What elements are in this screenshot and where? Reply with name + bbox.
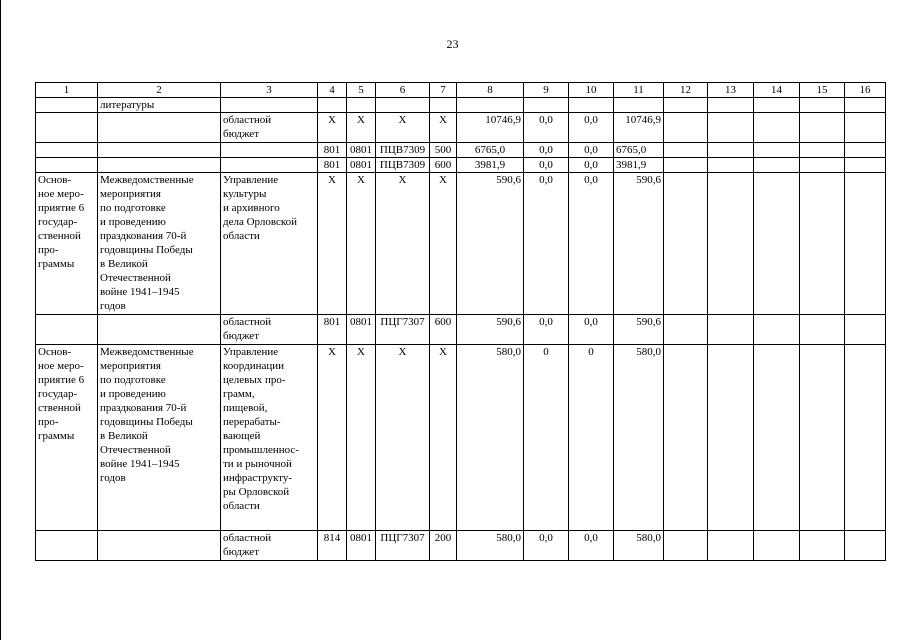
table-cell	[708, 173, 754, 315]
header-cell: 6	[376, 83, 430, 98]
table-row	[36, 113, 886, 143]
table-cell	[754, 531, 800, 561]
table-cell: 0,0	[569, 531, 614, 561]
table-cell: 600	[430, 158, 457, 173]
table-cell	[754, 158, 800, 173]
table-cell: 0,0	[524, 158, 569, 173]
table-cell	[845, 98, 886, 113]
header-cell: 3	[221, 83, 318, 98]
table-cell	[36, 98, 98, 113]
table-cell: 10746,9	[614, 113, 664, 143]
table-row	[36, 531, 886, 561]
left-margin-rule	[0, 0, 1, 640]
table-cell	[98, 531, 221, 561]
table-cell	[98, 315, 221, 345]
table-cell	[347, 98, 376, 113]
table-row	[36, 173, 886, 315]
table-cell: 500	[430, 143, 457, 158]
table-cell	[36, 315, 98, 345]
table-cell: 801	[318, 158, 347, 173]
table-cell	[664, 143, 708, 158]
table-cell	[708, 158, 754, 173]
table-cell	[664, 173, 708, 315]
table-cell: Межведомственные мероприятия по подготовке и проведению праздкования 70-й годовщины Победы в Великой Отечественной войне 1941–1945 годов	[98, 173, 221, 315]
table-cell: 580,0	[457, 345, 524, 531]
table-cell	[664, 158, 708, 173]
table-cell: 0801	[347, 531, 376, 561]
table-cell	[664, 113, 708, 143]
table-cell: Х	[347, 113, 376, 143]
table-cell: Х	[347, 345, 376, 531]
table-cell: 600	[430, 315, 457, 345]
table-cell	[800, 315, 845, 345]
table-cell	[318, 98, 347, 113]
table-row	[36, 98, 886, 113]
table-cell: 0,0	[524, 113, 569, 143]
header-cell: 13	[708, 83, 754, 98]
table-cell	[845, 158, 886, 173]
table-row	[36, 315, 886, 345]
table-cell: 0,0	[524, 315, 569, 345]
header-cell: 15	[800, 83, 845, 98]
table-cell: Х	[430, 173, 457, 315]
table-row	[36, 143, 886, 158]
table-cell	[800, 345, 845, 531]
table-cell: 0,0	[569, 315, 614, 345]
table-cell: Х	[318, 113, 347, 143]
table-cell	[754, 345, 800, 531]
table-cell	[524, 98, 569, 113]
table-cell: литературы	[98, 98, 221, 113]
table-cell: 801	[318, 143, 347, 158]
table-cell: областной бюджет	[221, 315, 318, 345]
table-cell	[430, 98, 457, 113]
table-cell: 6765,0	[614, 143, 664, 158]
table-cell	[36, 143, 98, 158]
table-cell: Х	[318, 345, 347, 531]
table-cell: 0,0	[569, 143, 614, 158]
table-cell: 801	[318, 315, 347, 345]
table-cell	[457, 98, 524, 113]
table-cell: Управление координации целевых про- грамм, пищевой, перерабаты- вающей промышленнос- ти и рыночной инфраструкту- ры Орловской области	[221, 345, 318, 531]
table-cell	[845, 143, 886, 158]
table-cell: 590,6	[614, 315, 664, 345]
table-cell: 590,6	[457, 315, 524, 345]
table-cell	[845, 173, 886, 315]
header-cell: 8	[457, 83, 524, 98]
table-row	[36, 158, 886, 173]
table-cell	[664, 531, 708, 561]
table-cell	[708, 531, 754, 561]
header-cell: 2	[98, 83, 221, 98]
table-cell: 0,0	[569, 173, 614, 315]
table-cell	[36, 113, 98, 143]
table-cell	[221, 143, 318, 158]
table-cell	[708, 113, 754, 143]
table-cell: 0801	[347, 143, 376, 158]
table-cell	[708, 98, 754, 113]
table-cell	[800, 98, 845, 113]
table-cell: 0	[569, 345, 614, 531]
table-cell: 0801	[347, 158, 376, 173]
table-cell: Х	[430, 113, 457, 143]
header-cell: 11	[614, 83, 664, 98]
table-cell: Управление культуры и архивного дела Орловской области	[221, 173, 318, 315]
table-cell	[664, 345, 708, 531]
table-cell: 814	[318, 531, 347, 561]
table-cell	[754, 173, 800, 315]
table-row	[36, 345, 886, 531]
header-cell: 16	[845, 83, 886, 98]
table-cell	[664, 98, 708, 113]
table-cell: ПЦГ7307	[376, 531, 430, 561]
table-cell: 200	[430, 531, 457, 561]
table-cell: 0,0	[569, 113, 614, 143]
header-cell: 7	[430, 83, 457, 98]
table-cell	[36, 531, 98, 561]
table-cell	[36, 158, 98, 173]
table-cell	[664, 315, 708, 345]
table-cell	[569, 98, 614, 113]
table-cell: 580,0	[614, 531, 664, 561]
header-cell: 10	[569, 83, 614, 98]
budget-table	[35, 82, 886, 561]
table-cell: Х	[376, 173, 430, 315]
table-cell: 0	[524, 345, 569, 531]
table-cell: ПЦВ7309	[376, 158, 430, 173]
table-cell	[845, 345, 886, 531]
table-cell: 0801	[347, 315, 376, 345]
table-cell	[800, 173, 845, 315]
table-cell: 590,6	[614, 173, 664, 315]
table-cell: Основ- ное меро- приятие 6 государ- ственной про- граммы	[36, 173, 98, 315]
table-cell	[708, 315, 754, 345]
table-cell: 580,0	[614, 345, 664, 531]
table-cell	[754, 315, 800, 345]
table-cell	[98, 113, 221, 143]
table-cell	[754, 113, 800, 143]
table-cell: Х	[347, 173, 376, 315]
table-cell: Х	[376, 113, 430, 143]
table-cell	[800, 531, 845, 561]
table-cell	[708, 143, 754, 158]
table-cell	[845, 531, 886, 561]
header-cell: 14	[754, 83, 800, 98]
table-cell	[800, 143, 845, 158]
table-cell: Х	[430, 345, 457, 531]
header-cell: 12	[664, 83, 708, 98]
table-cell	[845, 315, 886, 345]
table-cell: Х	[318, 173, 347, 315]
table-cell: Х	[376, 345, 430, 531]
table-cell: 580,0	[457, 531, 524, 561]
table-cell	[98, 158, 221, 173]
table-cell	[614, 98, 664, 113]
table-cell: ПЦВ7309	[376, 143, 430, 158]
table-cell	[376, 98, 430, 113]
header-cell: 5	[347, 83, 376, 98]
table-cell: Межведомственные мероприятия по подготовке и проведению праздкования 70-й годовщины Победы в Великой Отечественной войне 1941–1945 годов	[98, 345, 221, 531]
table-cell	[221, 98, 318, 113]
table-cell	[800, 158, 845, 173]
table-cell: 590,6	[457, 173, 524, 315]
table-cell: 6765,0	[457, 143, 524, 158]
header-cell: 1	[36, 83, 98, 98]
header-cell: 4	[318, 83, 347, 98]
table-cell: 0,0	[569, 158, 614, 173]
table-cell: 0,0	[524, 531, 569, 561]
table-cell: Основ- ное меро- приятие 6 государ- ственной про- граммы	[36, 345, 98, 531]
table-cell: 10746,9	[457, 113, 524, 143]
table-header-row	[36, 83, 886, 98]
table-cell	[221, 158, 318, 173]
header-cell: 9	[524, 83, 569, 98]
table-cell: 3981,9	[614, 158, 664, 173]
table-cell	[845, 113, 886, 143]
table-cell	[708, 345, 754, 531]
table-cell	[754, 143, 800, 158]
table-cell: ПЦГ7307	[376, 315, 430, 345]
table-cell: 0,0	[524, 143, 569, 158]
page-number: 23	[446, 37, 459, 51]
table-cell	[754, 98, 800, 113]
table-cell: областной бюджет	[221, 531, 318, 561]
table-cell: 0,0	[524, 173, 569, 315]
table-cell	[800, 113, 845, 143]
table-cell: областной бюджет	[221, 113, 318, 143]
table-cell	[98, 143, 221, 158]
table-cell: 3981,9	[457, 158, 524, 173]
